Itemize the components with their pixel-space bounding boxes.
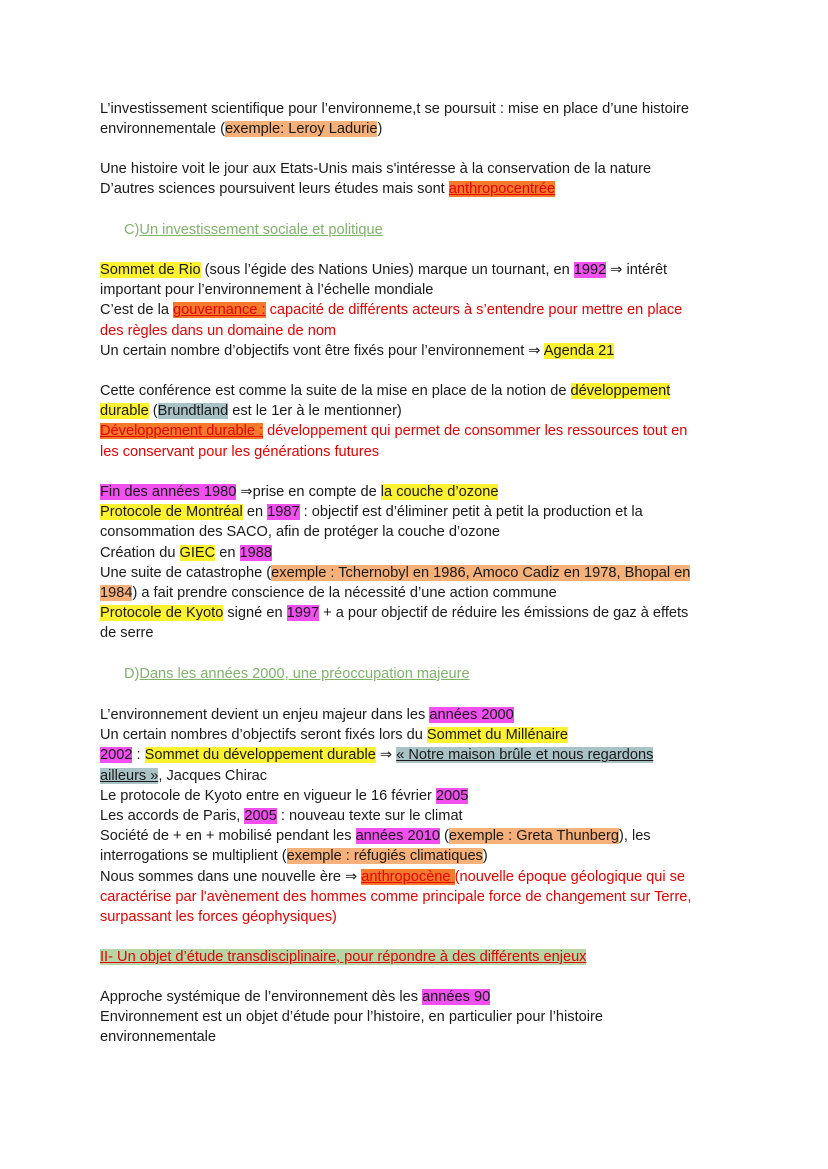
text-segment: Environnement est un objet d’étude pour l’histoire, en particulier pour l’histoire [100,1009,603,1026]
text-line [100,705,740,725]
text-segment: + a pour objectif de réduire les émissions de gaz à effets [319,605,689,622]
text-line [100,786,740,806]
paragraph [100,482,740,644]
highlighted-text: anthropocène [361,868,455,885]
text-segment: ) [482,848,488,865]
paragraph [100,159,740,199]
highlighted-text: Protocole de Kyoto [100,605,224,622]
text-segment: L’investissement scientifique pour l’environneme,t se poursuit : mise en place d’une histoire [100,101,689,117]
highlighted-text: (nouvelle époque géologique qui se [454,868,686,885]
text-line [100,987,740,1007]
highlighted-text: surpassant les forces géophysiques) [100,908,337,925]
highlighted-text: développement [570,383,671,399]
text-line [100,381,740,401]
text-segment: ), les [618,828,651,845]
highlighted-text: 2005 [244,807,277,824]
text-segment: signé en [223,605,287,622]
text-segment: Un certain nombres d’objectifs seront fixés lors du [100,727,427,744]
text-segment: de serre [100,625,154,642]
highlighted-text: Sommet du Millénaire [426,727,569,744]
text-segment: important pour l’environnement à l’échelle mondiale [100,282,434,299]
text-line [100,543,740,563]
paragraph [100,220,740,240]
text-segment: environnementale [100,1029,217,1046]
text-segment: D’autres sciences poursuivent leurs études mais sont [100,181,449,198]
text-line [100,725,740,745]
text-segment: Une suite de catastrophe ( [100,564,272,581]
highlighted-text: exemple : Greta Thunberg [448,828,619,845]
text-segment: ( [148,403,158,420]
text-line [100,442,740,462]
text-line [100,260,740,280]
text-segment: interrogations se multiplient ( [100,848,287,865]
text-line [100,563,740,583]
highlighted-text: gouvernance : [173,302,266,319]
highlighted-text: D) [124,666,140,682]
text-line [100,482,740,502]
text-segment: ( [439,828,449,845]
highlighted-text: durable [100,403,149,420]
paragraph [100,947,740,967]
text-segment: est le 1er à le mentionner) [228,403,402,420]
text-segment: Cette conférence est comme la suite de la mise en place de la notion de [100,383,571,399]
highlighted-text: Sommet du développement durable [144,747,376,764]
text-line [100,766,740,786]
text-segment: consommation des SACO, afin de protéger la couche d’ozone [100,524,500,541]
highlighted-text: la couche d’ozone [380,484,499,500]
text-segment: L’environnement devient un enjeu majeur dans les [100,707,430,723]
highlighted-text: 2005 [435,787,469,804]
text-segment: : nouveau texte sur le climat [276,807,463,824]
text-line [100,867,740,887]
highlighted-text: 1988 [239,544,273,561]
highlighted-text: développement qui permet de consommer les ressources tout en [263,423,688,440]
text-line [100,887,740,907]
paragraph [100,99,740,139]
text-segment: ) a fait prendre conscience de la nécessité d’une action commune [132,584,557,601]
highlighted-text: Fin des années 1980 [100,484,237,500]
text-line [100,220,740,240]
highlighted-text: exemple : réfugiés climatiques [286,848,483,865]
text-segment: Le protocole de Kyoto entre en vigueur le 16 février [100,787,436,804]
text-line [100,421,740,441]
highlighted-text: « Notre maison brûle et nous regardons [396,747,654,764]
highlighted-text: Un investissement sociale et politique [139,222,383,238]
text-line [100,664,740,684]
text-line [100,603,740,623]
text-segment: Création du [100,544,180,561]
text-line [100,280,740,300]
text-line [100,745,740,765]
text-segment: environnementale ( [100,121,225,138]
paragraph [100,987,740,1048]
text-segment: (sous l’égide des Nations Unies) marque un tournant, en [200,262,574,278]
highlighted-text: Sommet de Rio [100,262,201,278]
paragraph [100,705,740,927]
highlighted-text: des règles dans un domaine de nom [100,322,337,339]
highlighted-text: capacité de différents acteurs à s’entendre pour mettre en place [265,302,683,319]
highlighted-text: 1987 [267,504,300,521]
text-segment: ⇒ [375,747,397,764]
text-segment: : [132,747,145,764]
text-segment: , Jacques Chirac [158,767,268,784]
text-line [100,159,740,179]
highlighted-text: II- Un objet d’étude transdisciplinaire, pour répondre à des différents enjeux [100,949,587,965]
highlighted-text: 2002 [100,747,133,764]
highlighted-text: années 90 [422,989,491,1005]
highlighted-text: Développement durable : [100,423,264,440]
text-line [100,179,740,199]
text-segment: Approche systémique de l’environnement dès les [100,989,423,1005]
text-segment: Nous sommes dans une nouvelle ère ⇒ [100,868,362,885]
highlighted-text: années 2000 [429,707,514,723]
text-line [100,583,740,603]
text-line [100,907,740,927]
highlighted-text: Protocole de Montréal [100,504,243,521]
text-segment: Société de + en + mobilisé pendant les [100,828,356,845]
highlighted-text: Dans les années 2000, une préoccupation majeure [139,666,470,682]
text-line [100,341,740,361]
highlighted-text: 1992 [573,262,607,278]
text-segment: Les accords de Paris, [100,807,245,824]
paragraph [100,664,740,684]
text-line [100,119,740,139]
text-line [100,321,740,341]
text-line [100,806,740,826]
text-line [100,1027,740,1047]
paragraph [100,260,740,361]
highlighted-text: ailleurs » [100,767,159,784]
highlighted-text: exemple : Tchernobyl en 1986, Amoco Cadiz en 1978, Bhopal en [271,564,691,581]
text-line [100,947,740,967]
paragraph [100,381,740,462]
text-segment: ⇒prise en compte de [236,484,381,500]
text-line [100,99,740,119]
highlighted-text: Agenda 21 [543,342,615,359]
text-segment: ) [377,121,383,138]
highlighted-text: les conservant pour les générations futures [100,443,380,460]
text-line [100,522,740,542]
text-segment: Une histoire voit le jour aux Etats-Unis mais s'intéresse à la conservation de la nature [100,161,652,177]
text-segment: : objectif est d’éliminer petit à petit la production et la [299,504,643,521]
text-line [100,300,740,320]
highlighted-text: Brundtland [157,403,229,420]
text-line [100,623,740,643]
highlighted-text: anthropocentrée [448,181,556,198]
text-segment: en [242,504,268,521]
text-line [100,846,740,866]
text-segment: ⇒ intérêt [606,262,668,278]
highlighted-text: années 2010 [355,828,440,845]
highlighted-text: GIEC [179,544,216,561]
highlighted-text: exemple: Leroy Ladurie [224,121,378,138]
text-line [100,401,740,421]
text-line [100,1007,740,1027]
highlighted-text: caractérise par l'avènement des hommes comme principale force de changement sur Terre, [100,888,692,905]
highlighted-text: 1984 [100,584,133,601]
highlighted-text: 1997 [286,605,320,622]
text-segment: en [215,544,240,561]
text-segment: Un certain nombre d’objectifs vont être fixés pour l’environnement ⇒ [100,342,544,359]
text-segment: C’est de la [100,302,174,319]
text-line [100,826,740,846]
highlighted-text: C) [124,222,140,238]
text-line [100,502,740,522]
